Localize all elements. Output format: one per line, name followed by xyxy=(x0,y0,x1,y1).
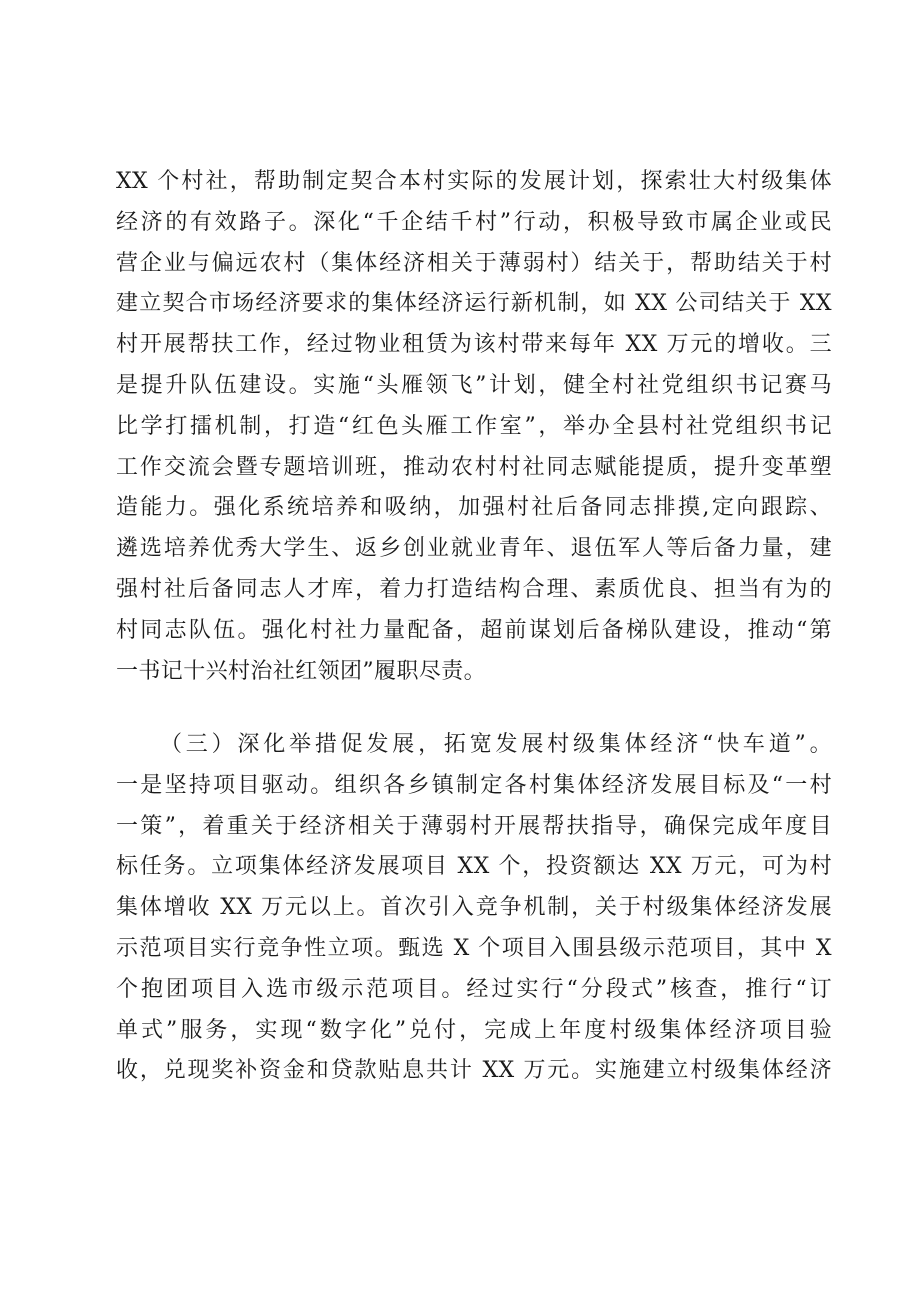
paragraph-line: 比学打擂机制，打造“红色头雁工作室”，举办全县村社党组织书记 xyxy=(116,413,832,439)
paragraph-line: 收，兑现奖补资金和贷款贴息共计 XX 万元。实施建立村级集体经济 xyxy=(116,1058,832,1084)
paragraph-line: 村同志队伍。强化村社力量配备，超前谋划后备梯队建设，推动“第 xyxy=(116,617,832,643)
paragraph-line: 一是坚持项目驱动。组织各乡镇制定各村集体经济发展目标及“一村 xyxy=(116,772,832,798)
paragraph-line: 个抱团项目入选市级示范项目。经过实行“分段式”核查，推行“订 xyxy=(116,976,832,1002)
paragraph-line: 造能力。强化系统培养和吸纳，加强村社后备同志排摸,定向跟踪、 xyxy=(116,495,832,521)
paragraph-line: 是提升队伍建设。实施“头雁领飞”计划，健全村社党组织书记赛马 xyxy=(116,372,832,398)
paragraph-line: 示范项目实行竞争性立项。甄选 X 个项目入围县级示范项目，其中 X xyxy=(116,935,832,961)
paragraph-line: 经济的有效路子。深化“千企结千村”行动，积极导致市属企业或民 xyxy=(116,209,832,235)
paragraph-line: 强村社后备同志人才库，着力打造结构合理、素质优良、担当有为的 xyxy=(116,576,832,602)
paragraph-line: 标任务。立项集体经济发展项目 XX 个，投资额达 XX 万元，可为村 xyxy=(116,854,832,880)
paragraph-line: 村开展帮扶工作，经过物业租赁为该村带来每年 XX 万元的增收。三 xyxy=(116,332,832,358)
paragraph-village-team-building xyxy=(116,162,832,692)
paragraph-line: 集体增收 XX 万元以上。首次引入竞争机制，关于村级集体经济发展 xyxy=(116,895,832,921)
paragraph-line: 遴选培养优秀大学生、返乡创业就业青年、退伍军人等后备力量，建 xyxy=(116,536,832,562)
paragraph-line: 单式”服务，实现“数字化”兑付，完成上年度村级集体经济项目验 xyxy=(116,1017,832,1043)
paragraph-line: 建立契合市场经济要求的集体经济运行新机制，如 XX 公司结关于 XX xyxy=(116,291,832,317)
paragraph-line: 工作交流会暨专题培训班，推动农村村社同志赋能提质，提升变革塑 xyxy=(116,454,832,480)
paragraph-line-last: 一书记十兴村治社红领团”履职尽责。 xyxy=(116,658,487,684)
paragraph-line: 营企业与偏远农村（集体经济相关于薄弱村）结关于，帮助结关于村 xyxy=(116,250,832,276)
paragraph-collective-economy-fast-lane xyxy=(116,725,832,1092)
section-heading-line: （三）深化举措促发展，拓宽发展村级集体经济“快车道”。 xyxy=(160,732,832,757)
paragraph-line: XX 个村社，帮助制定契合本村实际的发展计划，探索壮大村级集体 xyxy=(116,169,832,194)
paragraph-line: 一策”，着重关于经济相关于薄弱村开展帮扶指导，确保完成年度目 xyxy=(116,813,832,839)
